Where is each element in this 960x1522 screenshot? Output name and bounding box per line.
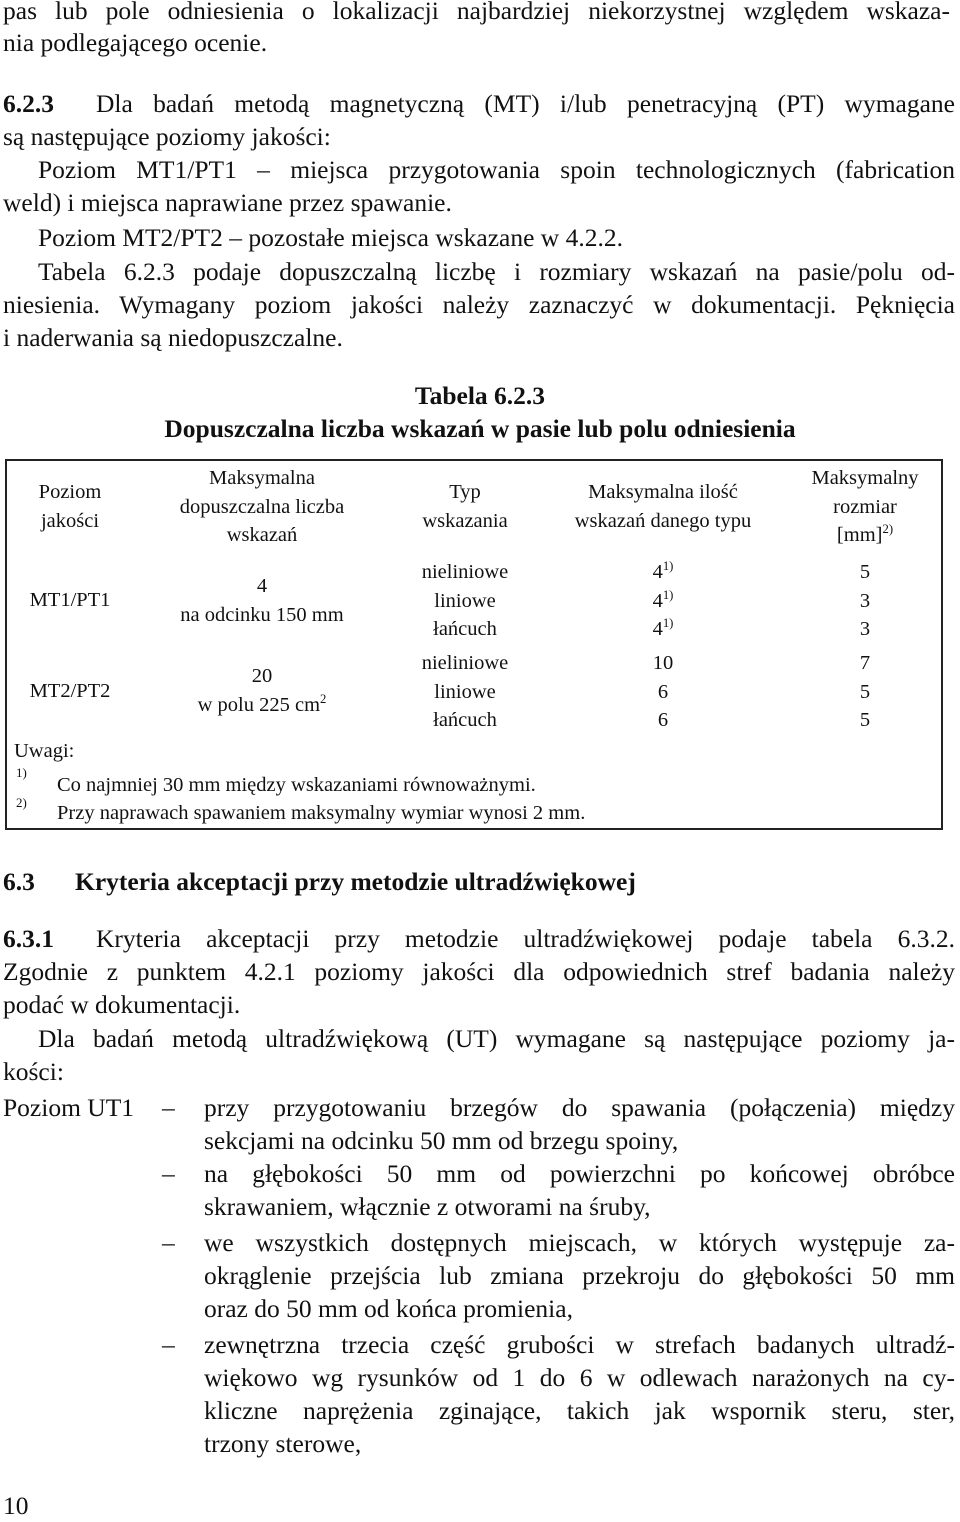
item-4-line-3: kliczne naprężenia zginające, takich jak wspornik steru, ster, [204, 1396, 955, 1425]
row-1-qty-3: 4 [652, 618, 663, 640]
ut-line-2: kości: [3, 1057, 64, 1086]
row-2-count-note: w polu 225 cm [197, 693, 321, 716]
row-1-size-1: 5 [859, 561, 871, 583]
ut-level-label: Poziom UT1 [3, 1093, 135, 1122]
row-1-size-3: 3 [859, 618, 871, 640]
intro-line-1: pas lub pole odniesienia o lokalizacji najbardziej niekorzystnej względem wskaza- [3, 0, 950, 25]
header-level [10, 478, 130, 535]
header-max-count-line-2: dopuszczalna liczba [179, 495, 345, 518]
section-number-6-3-1: 6.3.1 [3, 924, 54, 953]
row-1-type-3: łańcuch [433, 618, 497, 640]
header-type-line-2: wskazania [422, 509, 508, 532]
row-1-type-2: liniowe [434, 589, 496, 612]
item-1-line-1: przy przygotowaniu brzegów do spawania (połączenia) między [204, 1093, 955, 1122]
notes-title: Uwagi: [14, 740, 75, 762]
section-6-3-1-line-3: podać w dokumentacji. [3, 990, 241, 1019]
footnote-ref-1: 1) [662, 615, 674, 630]
row-2-size [790, 649, 940, 735]
dash-3: – [162, 1228, 175, 1257]
header-max-qty-line-2: wskazań danego typu [574, 509, 752, 532]
section-number-6-2-3: 6.2.3 [3, 89, 54, 118]
row-2-qty-1: 10 [652, 652, 674, 674]
dash-1: – [162, 1093, 175, 1122]
row-2-type-1: nieliniowe [421, 652, 509, 674]
footnote-ref-1: 1) [662, 587, 674, 602]
intro-line-2: nia podlegającego ocenie. [3, 28, 268, 57]
row-2-size-2: 5 [859, 680, 871, 703]
superscript-2: 2 [320, 691, 327, 706]
section-6-2-3-line-8: i naderwania są niedopuszczalne. [3, 323, 343, 352]
table-caption-title: Dopuszczalna liczba wskazań w pasie lub polu odniesienia [164, 414, 796, 443]
section-6-3-1-line-2: Zgodnie z punktem 4.2.1 poziomy jakości dla odpowiednich stref badania należy [3, 957, 955, 986]
item-4-line-2: więkowo wg rysunków od 1 do 6 w odlewach narażonych na cy- [204, 1363, 955, 1392]
item-2-line-2: skrawaniem, włącznie z otworami na śruby, [204, 1192, 651, 1221]
item-4-line-4: trzony sterowe, [204, 1429, 362, 1458]
row-2-count-value: 20 [251, 665, 273, 687]
header-max-size-line-1: Maksymalny [811, 467, 919, 489]
item-3-line-3: oraz do 50 mm od końca promienia, [204, 1294, 573, 1323]
row-1-size-2: 3 [859, 589, 871, 612]
row-1-type-1: nieliniowe [421, 561, 509, 583]
section-6-2-3-line-2: są następujące poziomy jakości: [3, 122, 331, 151]
note-2-mark: 2) [16, 795, 27, 810]
row-2-count [152, 662, 372, 719]
row-2-qty-2: 6 [657, 680, 669, 703]
row-1-count [152, 572, 372, 629]
header-type-line-1: Typ [449, 481, 481, 503]
header-type [390, 478, 540, 535]
section-6-2-3-line-5: Poziom MT2/PT2 – pozostałe miejsca wskazane w 4.2.2. [38, 223, 623, 252]
section-6-2-3-line-4: weld) i miejsca naprawiane przez spawanie. [3, 188, 452, 217]
header-level-line-2: jakości [40, 509, 100, 532]
section-6-2-3-line-1: Dla badań metodą magnetyczną (MT) i/lub penetracyjną (PT) wymagane [96, 89, 955, 118]
row-1-count-note: na odcinku 150 mm [180, 603, 344, 626]
row-1-qty [548, 558, 778, 644]
row-2-types [390, 649, 540, 735]
heading-number-6-3: 6.3 [3, 867, 35, 896]
row-2-qty [548, 649, 778, 735]
header-max-qty-line-1: Maksymalna ilość [588, 481, 738, 503]
row-1-size [790, 558, 940, 644]
header-max-count [152, 464, 372, 550]
note-1-text: Co najmniej 30 mm między wskazaniami równoważnymi. [57, 774, 536, 796]
header-max-qty [548, 478, 778, 535]
item-2-line-1: na głębokości 50 mm od powierzchni po końcowej obróbce [204, 1159, 955, 1188]
header-max-size-line-2: rozmiar [833, 495, 897, 518]
header-max-count-line-1: Maksymalna [209, 467, 315, 489]
page-number: 10 [3, 1491, 29, 1520]
section-6-2-3-line-3: Poziom MT1/PT1 – miejsca przygotowania spoin technologicznych (fabrication [38, 155, 955, 184]
item-1-line-2: sekcjami na odcinku 50 mm od brzegu spoiny, [204, 1126, 679, 1155]
section-6-2-3-line-7: niesienia. Wymagany poziom jakości należy zaznaczyć w dokumentacji. Pęknięcia [3, 290, 955, 319]
row-1-qty-2: 4 [652, 589, 663, 612]
dash-2: – [162, 1159, 175, 1188]
row-1-level: MT1/PT1 [29, 589, 111, 611]
header-max-count-line-3: wskazań [226, 524, 298, 546]
row-1-count-value: 4 [256, 575, 268, 597]
row-1-types [390, 558, 540, 644]
section-6-2-3-line-6: Tabela 6.2.3 podaje dopuszczalną liczbę i rozmiary wskazań na pasie/polu od- [38, 257, 955, 286]
row-2-level: MT2/PT2 [29, 680, 111, 702]
dash-4: – [162, 1330, 175, 1359]
item-3-line-2: okrąglenie przejścia lub zmiana przekroju do głębokości 50 mm [204, 1261, 955, 1290]
row-2-qty-3: 6 [657, 709, 669, 731]
header-max-size [790, 464, 940, 550]
header-max-size-line-3: [mm] [836, 524, 883, 546]
note-1-mark: 1) [16, 765, 27, 780]
row-2-type-2: liniowe [434, 680, 496, 703]
section-6-3-1-line-1: Kryteria akceptacji przy metodzie ultradźwiękowej podaje tabela 6.3.2. [96, 924, 955, 953]
row-1-qty-1: 4 [652, 561, 663, 583]
footnote-ref-2: 2) [882, 521, 894, 536]
header-level-line-1: Poziom [38, 481, 102, 503]
row-2-type-3: łańcuch [433, 709, 497, 731]
row-2-size-3: 5 [859, 709, 871, 731]
footnote-ref-1: 1) [662, 558, 674, 573]
row-2-size-1: 7 [859, 652, 871, 674]
table-caption-number: Tabela 6.2.3 [414, 381, 546, 410]
item-4-line-1: zewnętrzna trzecia część grubości w strefach badanych ultradź- [204, 1330, 955, 1359]
item-3-line-1: we wszystkich dostępnych miejscach, w których występuje za- [204, 1228, 955, 1257]
note-2-text: Przy naprawach spawaniem maksymalny wymiar wynosi 2 mm. [57, 802, 586, 824]
heading-6-3: Kryteria akceptacji przy metodzie ultradźwiękowej [75, 867, 636, 896]
ut-line-1: Dla badań metodą ultradźwiękową (UT) wymagane są następujące poziomy ja- [38, 1024, 955, 1053]
